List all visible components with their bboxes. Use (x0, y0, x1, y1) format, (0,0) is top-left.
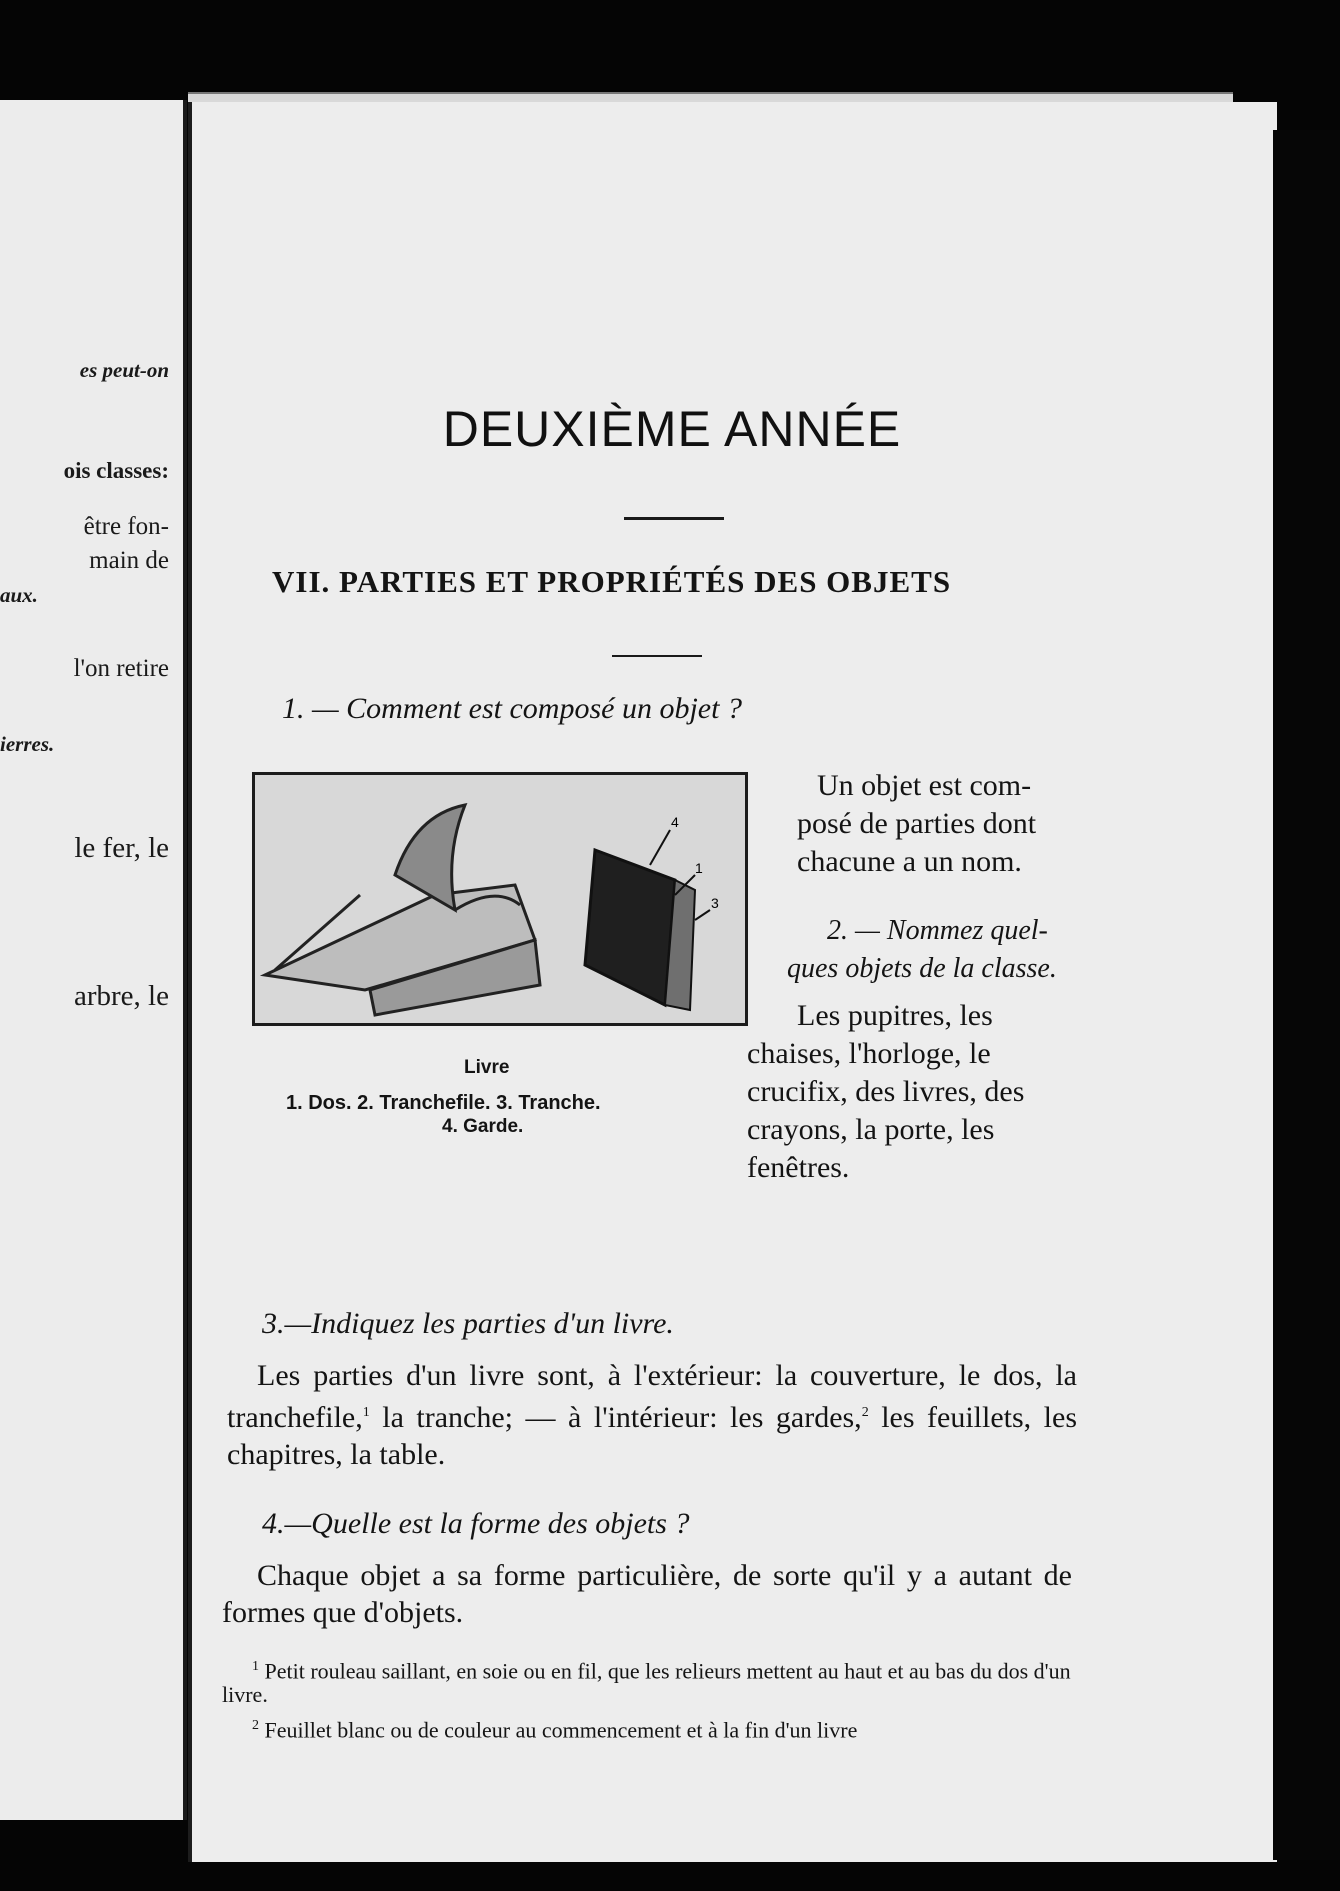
footnote-mark: 2 (252, 1718, 259, 1733)
left-text-line: être fon- (83, 513, 169, 540)
chapter-rule (612, 655, 702, 657)
left-text-line: l'on retire (73, 655, 169, 682)
left-text-line: es peut-on (79, 358, 169, 382)
question-4: 4.—Quelle est la forme des objets ? (262, 1507, 690, 1540)
answer-1 (797, 767, 1036, 881)
answer-2 (747, 997, 1024, 1187)
title-rule (624, 517, 724, 520)
left-text-line: ois classes: (63, 458, 169, 483)
left-page-fragment (0, 100, 187, 1820)
answer-1-line: Un objet est com- (817, 769, 1032, 802)
page-title: DEUXIÈME ANNÉE (442, 401, 902, 457)
footnote-1 (222, 1655, 1072, 1707)
footnote-text: Feuillet blanc ou de couleur au commencement et à la fin d'un livre (264, 1717, 858, 1743)
answer-4: Chaque objet a sa forme particulière, de sorte qu'il y a autant de formes que d'objets. (222, 1559, 1072, 1629)
footnote-text: Petit rouleau saillant, en soie ou en fil, que les relieurs mettent au haut et au bas du dos d'un livre. (222, 1658, 1071, 1708)
question-2 (787, 912, 1057, 988)
answer-2-line: Les pupitres, les (797, 999, 993, 1032)
answer-3-part: les feuillets, les chapitres, la table. (227, 1401, 1077, 1471)
figure-caption-line1: 1. Dos. 2. Tranchefile. 3. Tranche. (286, 1092, 601, 1114)
left-text-line: le fer, le (74, 832, 169, 864)
marker-1: 1 (695, 860, 703, 876)
footnote-2 (222, 1714, 1072, 1742)
book-drawing (255, 775, 745, 1023)
footnote-ref-1: 1 (362, 1405, 370, 1420)
figure-caption-title: Livre (464, 1057, 510, 1078)
figure-caption-line2: 4. Garde. (442, 1116, 524, 1137)
answer-1-line: chacune a un nom. (797, 845, 1022, 878)
footnote-ref-2: 2 (861, 1405, 869, 1420)
left-text-line: main de (89, 547, 169, 574)
answer-3-part: Les parties d'un livre sont, à l'extérieur: la couverture, le dos, la tranchefile, (227, 1359, 1077, 1434)
scan-margin (1273, 130, 1340, 1860)
answer-3 (227, 1357, 1077, 1473)
marker-4: 4 (671, 814, 679, 830)
left-text-line: ierres. (0, 732, 55, 756)
question-2-line: 2. — Nommez quel- (827, 915, 1048, 946)
left-text-line: arbre, le (74, 980, 169, 1012)
answer-2-line: chaises, l'horloge, le (747, 1037, 991, 1070)
answer-2-line: fenêtres. (747, 1151, 850, 1184)
question-2-line: ques objets de la classe. (787, 953, 1057, 984)
answer-3-part: la tranche; — à l'intérieur: les gardes, (369, 1401, 862, 1434)
footnote-mark: 1 (252, 1659, 259, 1674)
answer-1-line: posé de parties dont (797, 807, 1037, 840)
chapter-heading: VII. PARTIES ET PROPRIÉTÉS DES OBJETS (272, 564, 952, 599)
book-page (188, 102, 1277, 1862)
question-3: 3.—Indiquez les parties d'un livre. (262, 1307, 674, 1340)
marker-3: 3 (711, 895, 719, 911)
answer-2-line: crucifix, des livres, des (747, 1075, 1025, 1108)
book-illustration (252, 772, 748, 1026)
answer-2-line: crayons, la porte, les (747, 1113, 995, 1146)
question-1: 1. — Comment est composé un objet ? (282, 692, 742, 725)
left-text-line: aux. (0, 583, 38, 607)
